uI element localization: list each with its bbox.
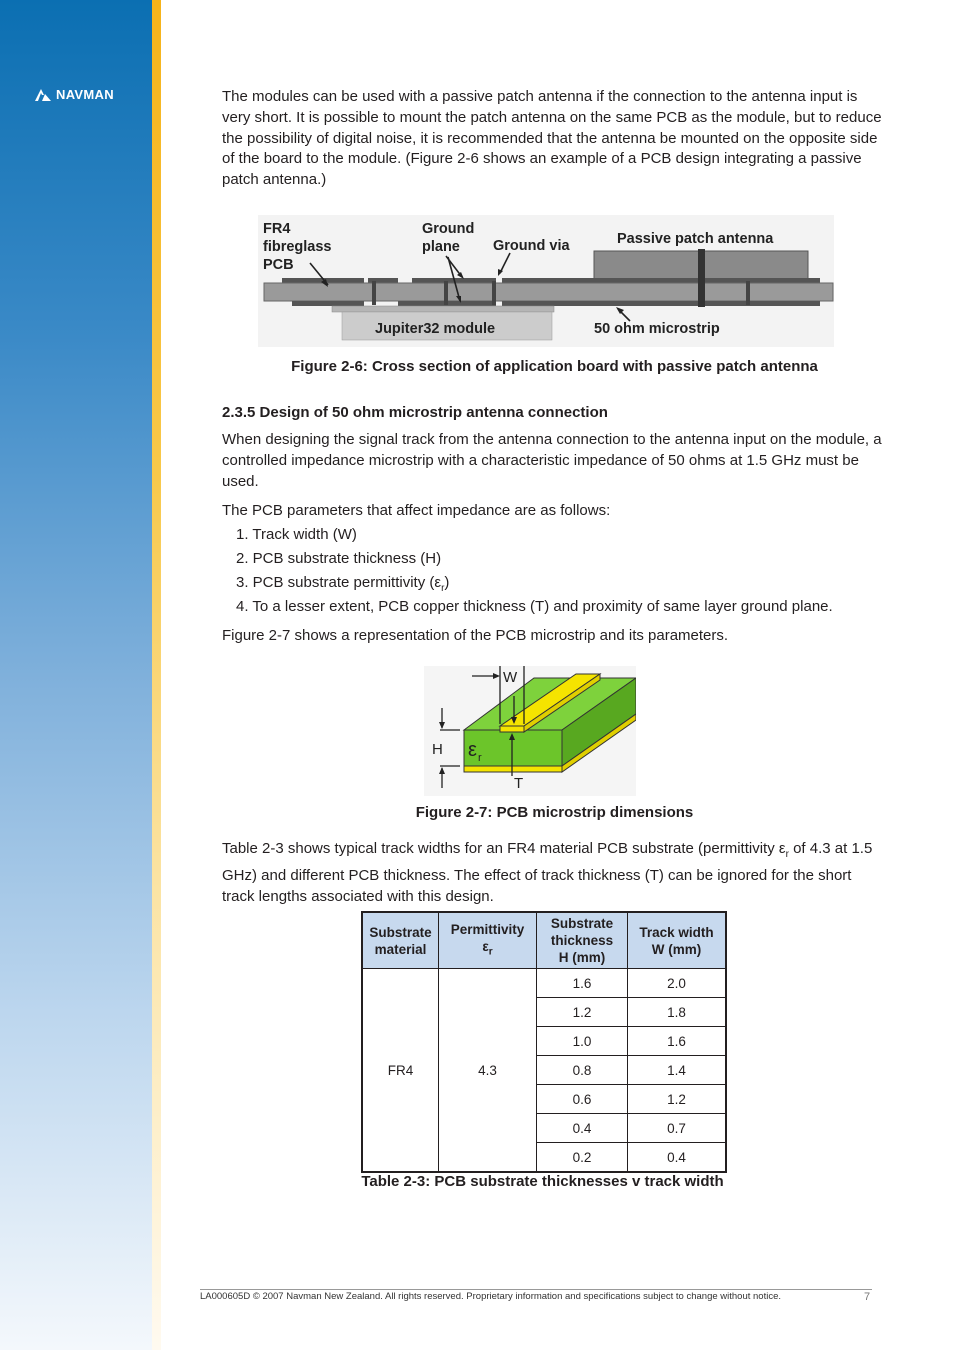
cell-width: 2.0 <box>628 969 727 998</box>
cell-width: 1.4 <box>628 1056 727 1085</box>
cell-width: 1.2 <box>628 1085 727 1114</box>
cell-width: 1.6 <box>628 1027 727 1056</box>
sidebar-accent-stripe <box>152 0 161 1350</box>
header-track-width: Track width W (mm) <box>628 912 727 969</box>
footer-copyright: LA000605D © 2007 Navman New Zealand. All rights reserved. Proprietary information and specifications subject to change without notice. <box>200 1291 782 1302</box>
cell-thickness: 1.6 <box>537 969 628 998</box>
figure-2-6-cross-section <box>258 215 834 347</box>
navman-logo <box>34 87 114 102</box>
section-heading: 2.3.5 Design of 50 ohm microstrip antenna connection <box>222 404 608 421</box>
cell-width: 0.7 <box>628 1114 727 1143</box>
label-w: W <box>503 669 518 686</box>
table-row <box>362 969 726 998</box>
label-microstrip: 50 ohm microstrip <box>594 321 720 337</box>
table-intro-paragraph: Table 2-3 shows typical track widths for an FR4 material PCB substrate (permittivity $\varepsilon_r$ of 4.3 at 1.5 GHz) and different PCB thickness. The effect of track thickness (T) can be ignored for the short track lengths associated with this design. <box>222 840 873 905</box>
header-substrate-thickness: Substrate thickness H (mm) <box>537 912 628 969</box>
label-pcb: PCB <box>263 257 294 273</box>
header-substrate-material: Substrate material <box>362 912 439 969</box>
label-plane: plane <box>422 239 460 255</box>
intro-paragraph: The modules can be used with a passive patch antenna if the connection to the antenna input is very short. It is possible to mount the patch antenna on the same PCB as the module, but to reduce the possibility of digital noise, it is recommended that the antenna be mounted on the opposite side of the board to the module. (Figure 2-6 shows an example of a PCB design integrating a passive patch antenna.) <box>222 88 882 189</box>
figure-reference-text: Figure 2-7 shows a representation of the PCB microstrip and its parameters. <box>222 627 729 644</box>
track-width-table <box>361 911 727 1173</box>
cell-permittivity: 4.3 <box>439 969 537 1173</box>
params-intro: The PCB parameters that affect impedance are as follows: <box>222 502 611 519</box>
list-item: 4. To a lesser extent, PCB copper thickness (T) and proximity of same layer ground plane. <box>236 598 833 615</box>
label-module: Jupiter32 module <box>375 321 496 337</box>
figure-2-7-caption: Figure 2-7: PCB microstrip dimensions <box>415 804 694 821</box>
params-list <box>236 525 833 621</box>
header-permittivity: Permittivity $\varepsilon_r$ <box>439 912 537 969</box>
figure-2-6-caption: Figure 2-6: Cross section of application board with passive patch antenna <box>291 358 818 375</box>
cell-thickness: 0.8 <box>537 1056 628 1085</box>
sidebar-band <box>0 0 152 1350</box>
label-ground-via: Ground via <box>493 238 570 254</box>
navman-logo-icon <box>34 88 52 102</box>
list-item: 3. PCB substrate permittivity $(\varepsilon_r)$ <box>236 574 450 594</box>
footer-divider <box>200 1289 872 1290</box>
cell-material: FR4 <box>362 969 439 1173</box>
figure-2-7-microstrip <box>424 666 636 796</box>
cell-width: 0.4 <box>628 1143 727 1173</box>
list-item: 1. Track width (W) <box>236 526 357 543</box>
logo-text: NAVMAN <box>56 87 114 102</box>
cell-thickness: 0.2 <box>537 1143 628 1173</box>
label-fibreglass: fibreglass <box>263 239 332 255</box>
cell-thickness: 1.0 <box>537 1027 628 1056</box>
table-2-3-caption: Table 2-3: PCB substrate thicknesses v track width <box>361 1173 724 1190</box>
cell-width: 1.8 <box>628 998 727 1027</box>
label-epsilon: ε <box>468 739 477 761</box>
cell-thickness: 1.2 <box>537 998 628 1027</box>
table-header-row <box>362 912 726 969</box>
page-number: 7 <box>864 1291 871 1303</box>
label-ground: Ground <box>422 221 475 237</box>
label-h: H <box>432 741 443 758</box>
section-paragraph: When designing the signal track from the antenna connection to the antenna input on the module, a controlled impedance microstrip with a characteristic impedance of 50 ohms at 1.5 GHz must be used. <box>222 431 882 490</box>
list-item: 2. PCB substrate thickness (H) <box>236 550 442 567</box>
cell-thickness: 0.4 <box>537 1114 628 1143</box>
label-epsilon-sub: r <box>478 752 482 764</box>
label-patch-antenna: Passive patch antenna <box>617 231 774 247</box>
cell-thickness: 0.6 <box>537 1085 628 1114</box>
label-t: T <box>514 775 524 792</box>
label-fr4: FR4 <box>263 221 291 237</box>
